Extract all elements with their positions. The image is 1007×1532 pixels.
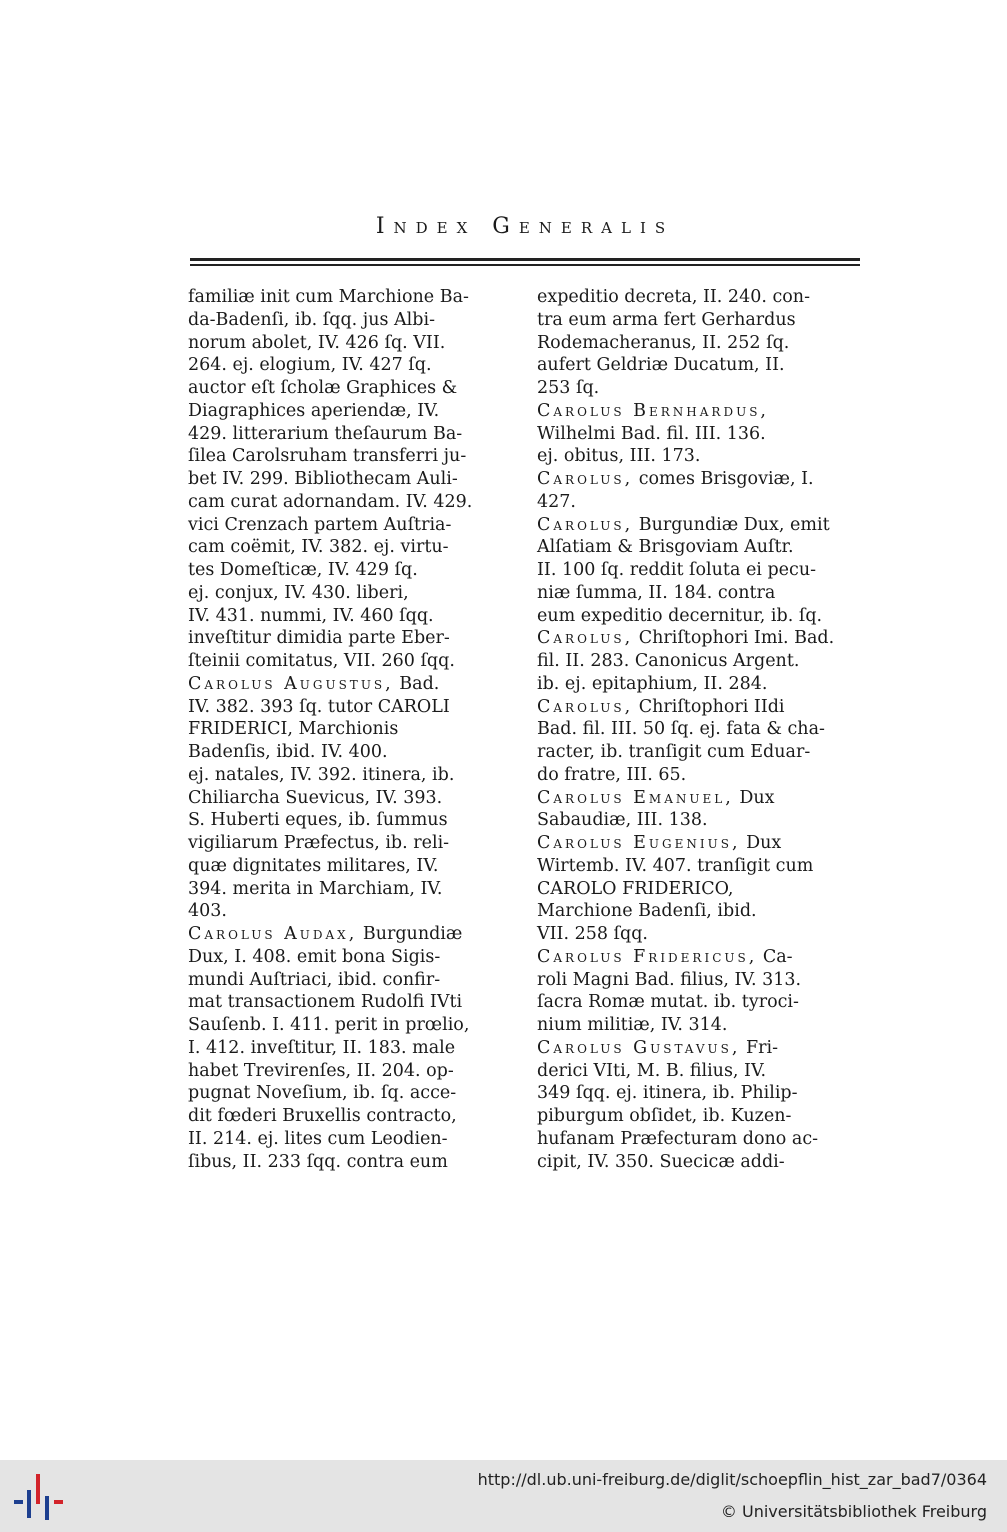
index-entry <box>537 787 857 833</box>
entry-line: 427. <box>537 491 576 512</box>
entry-line: IV. 431. nummi, IV. 460 ſqq. <box>188 605 434 626</box>
entry-line: tra eum arma fert Gerhardus <box>537 309 796 330</box>
entry-line: derici VIti, M. B. filius, IV. <box>537 1060 767 1081</box>
index-entry <box>188 286 508 673</box>
index-entry <box>537 627 857 695</box>
entry-line: tes Domeſticæ, IV. 429 ſq. <box>188 560 418 580</box>
entry-headword: Carolus, <box>537 696 634 717</box>
entry-text: Chriſtophori IIdi <box>633 696 785 717</box>
index-entry <box>537 946 857 1037</box>
entry-line <box>537 627 857 650</box>
entry-text: Burgundiæ <box>357 924 463 944</box>
entry-line: 429. litterarium theſaurum Ba- <box>188 423 463 444</box>
entry-headword: Carolus, <box>537 469 634 489</box>
entry-text: comes Brisgoviæ, I. <box>633 469 814 489</box>
entry-text: Dux <box>740 833 782 853</box>
entry-line: 403. <box>188 901 227 922</box>
entry-line: quæ dignitates militares, IV. <box>188 855 439 876</box>
entry-line: FRIDERICI, Marchionis <box>188 719 399 740</box>
entry-line <box>537 400 857 423</box>
entry-line: mundi Auſtriaci, ibid. confir- <box>188 969 441 990</box>
entry-line: Bad. fil. III. 50 ſq. ej. fata & cha- <box>537 719 825 740</box>
entry-text: Dux <box>733 787 775 808</box>
entry-line: ſibus, II. 233 ſqq. contra eum <box>188 1151 448 1172</box>
entry-text: Chriſtophori Imi. Bad. <box>633 628 835 649</box>
entry-line: pugnat Noveſium, ib. ſq. acce- <box>188 1083 457 1104</box>
entry-line: Badenſis, ibid. IV. 400. <box>188 742 388 762</box>
entry-line: II. 100 ſq. reddit ſoluta ei pecu- <box>537 560 817 580</box>
entry-line: VII. 258 ſqq. <box>537 924 648 944</box>
entry-line: Diagraphices aperiendæ, IV. <box>188 400 440 421</box>
entry-line: 349 ſqq. ej. itinera, ib. Philip- <box>537 1083 798 1104</box>
entry-text: Burgundiæ Dux, emit <box>633 514 830 535</box>
entry-headword: Carolus Fridericus, <box>537 946 758 967</box>
entry-line <box>537 787 857 810</box>
entry-text: Bad. <box>393 673 440 694</box>
entry-line: hufanam Præfecturam dono ac- <box>537 1128 819 1149</box>
entry-line <box>537 832 857 855</box>
entry-line <box>188 923 508 946</box>
index-entry <box>537 832 857 946</box>
entry-headword: Carolus Augustus, <box>188 673 394 694</box>
entry-line: Marchione Badenſi, ibid. <box>537 901 757 922</box>
entry-line: Alſatiam & Brisgoviam Auſtr. <box>537 537 794 558</box>
entry-line <box>537 946 857 969</box>
index-column-left <box>188 286 508 1173</box>
header-rule-thin <box>190 264 860 266</box>
entry-line: eum expeditio decernitur, ib. ſq. <box>537 605 823 626</box>
index-entry <box>537 696 857 787</box>
entry-line: nium militiæ, IV. 314. <box>537 1015 728 1035</box>
entry-line: niæ ſumma, II. 184. contra <box>537 582 776 603</box>
entry-headword: Carolus Gustavus, <box>537 1037 741 1058</box>
entry-line: expeditio decreta, II. 240. con- <box>537 287 810 307</box>
entry-line: racter, ib. tranſigit cum Eduar- <box>537 742 811 762</box>
entry-line: S. Huberti eques, ib. ſummus <box>188 810 448 831</box>
entry-line: 253 ſq. <box>537 378 600 398</box>
entry-headword: Carolus, <box>537 628 634 649</box>
ub-freiburg-logo-icon <box>14 1470 64 1522</box>
entry-line: Sauſenb. I. 411. perit in prœlio, <box>188 1015 470 1035</box>
entry-text: Ca- <box>757 946 793 967</box>
entry-line: Sabaudiæ, III. 138. <box>537 810 708 831</box>
entry-headword: Carolus Emanuel, <box>537 787 734 808</box>
entry-line: cipit, IV. 350. Suecicæ addi- <box>537 1151 785 1172</box>
index-entry <box>537 468 857 514</box>
entry-line: 394. merita in Marchiam, IV. <box>188 878 443 899</box>
index-column-right <box>537 286 857 1173</box>
running-header: Index Generalis <box>375 214 675 239</box>
header-rule-thick <box>190 258 860 261</box>
index-entry <box>537 286 857 400</box>
entry-line: ej. obitus, III. 173. <box>537 446 701 467</box>
entry-line: ſilea Carolsruham transferri ju- <box>188 446 467 467</box>
entry-line: Rodemacheranus, II. 252 ſq. <box>537 332 790 353</box>
entry-line: ib. ej. epitaphium, II. 284. <box>537 673 768 694</box>
entry-line: IV. 382. 393 ſq. tutor CAROLI <box>188 696 450 717</box>
entry-line: 264. ej. elogium, IV. 427 ſq. <box>188 355 432 376</box>
entry-line: roli Magni Bad. filius, IV. 313. <box>537 969 802 990</box>
document-url-link[interactable]: http://dl.ub.uni-freiburg.de/diglit/schoepflin_hist_zar_bad7/0364 <box>477 1470 987 1489</box>
entry-line: fil. II. 283. Canonicus Argent. <box>537 651 800 671</box>
entry-line: norum abolet, IV. 426 ſq. VII. <box>188 332 446 353</box>
entry-line: II. 214. ej. lites cum Leodien- <box>188 1128 448 1149</box>
entry-line <box>537 514 857 537</box>
entry-headword: Carolus Eugenius, <box>537 833 741 853</box>
entry-text: Fri- <box>740 1037 779 1058</box>
index-entry <box>188 673 508 923</box>
entry-line: aufert Geldriæ Ducatum, II. <box>537 355 785 376</box>
entry-line: da-Badenſi, ib. ſqq. jus Albi- <box>188 309 435 330</box>
entry-line: piburgum obſidet, ib. Kuzen- <box>537 1106 792 1126</box>
entry-line: vigiliarum Præfectus, ib. reli- <box>188 833 450 853</box>
entry-line: auctor eſt ſcholæ Graphices & <box>188 378 458 398</box>
entry-line: do fratre, III. 65. <box>537 764 687 785</box>
entry-line: Dux, I. 408. emit bona Sigis- <box>188 946 441 967</box>
library-footer-bar <box>0 1460 1007 1532</box>
entry-line: cam curat adornandam. IV. 429. <box>188 491 473 512</box>
entry-line <box>537 696 857 719</box>
index-entry <box>188 923 508 1173</box>
entry-line: dit fœderi Bruxellis contracto, <box>188 1106 457 1126</box>
entry-line: mat transactionem Rudolfi IVti <box>188 992 463 1013</box>
entry-headword: Carolus Audax, <box>188 924 358 944</box>
entry-line: familiæ init cum Marchione Ba- <box>188 287 469 307</box>
entry-line: inveſtitur dimidia parte Eber- <box>188 628 450 649</box>
entry-line: I. 412. inveſtitur, II. 183. male <box>188 1037 456 1058</box>
entry-line: CAROLO FRIDERICO, <box>537 878 734 899</box>
index-entry <box>537 400 857 468</box>
entry-line: ſteinii comitatus, VII. 260 ſqq. <box>188 651 455 671</box>
entry-line: cam coëmit, IV. 382. ej. virtu- <box>188 537 449 558</box>
entry-line: ej. conjux, IV. 430. liberi, <box>188 582 409 603</box>
entry-line <box>537 1037 857 1060</box>
entry-line: Wirtemb. IV. 407. tranſigit cum <box>537 855 814 876</box>
copyright-notice: © Universitätsbibliothek Freiburg <box>720 1502 987 1521</box>
entry-line <box>537 468 857 491</box>
entry-headword: Carolus, <box>537 514 634 535</box>
entry-line: Chiliarcha Suevicus, IV. 393. <box>188 787 443 808</box>
entry-line: bet IV. 299. Bibliothecam Auli- <box>188 469 458 489</box>
entry-line <box>188 673 508 696</box>
entry-line: vici Crenzach partem Auſtria- <box>188 514 452 535</box>
index-entry <box>537 514 857 628</box>
entry-line: ej. natales, IV. 392. itinera, ib. <box>188 764 455 785</box>
entry-headword: Carolus Bernhardus, <box>537 400 769 421</box>
index-entry <box>537 1037 857 1174</box>
entry-line: Wilhelmi Bad. fil. III. 136. <box>537 423 766 444</box>
entry-line: ſacra Romæ mutat. ib. tyroci- <box>537 992 799 1013</box>
entry-line: habet Trevirenſes, II. 204. op- <box>188 1060 454 1081</box>
